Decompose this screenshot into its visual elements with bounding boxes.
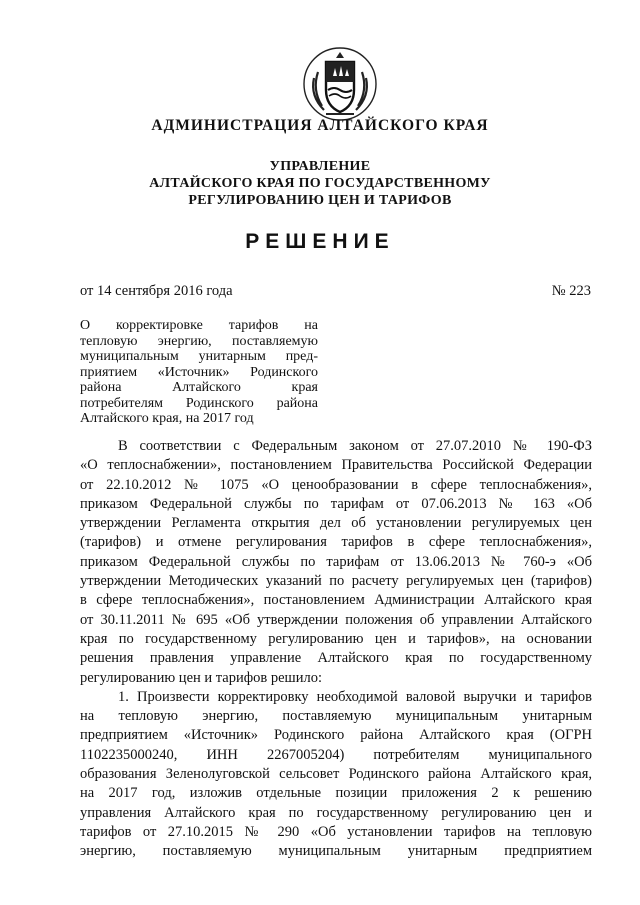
decision-body-text bbox=[80, 437, 592, 862]
body-line: на тепловую энергию, поставляемую муниципальным унитарным bbox=[80, 708, 592, 725]
document-number: № 223 bbox=[551, 283, 591, 299]
department-line: УПРАВЛЕНИЕ bbox=[269, 159, 371, 174]
document-date: от 14 сентября 2016 года bbox=[80, 283, 233, 299]
body-line: приказом Федеральной службы по тарифам от 13.06.2013 № 760-э «Об bbox=[80, 553, 592, 570]
body-line: В соответствии с Федеральным законом от 27.07.2010 № 190-ФЗ bbox=[118, 438, 592, 454]
body-line: от 30.11.2011 № 695 «Об утверждении положения об управлении Алтайского bbox=[80, 611, 592, 628]
document-title: РЕШЕНИЕ bbox=[245, 230, 395, 253]
body-line: от 22.10.2012 № 1075 «О ценообразовании в сфере теплоснабжения», bbox=[80, 476, 592, 493]
body-line: утверждении Методических указаний по расчету регулируемых цен (тарифов) bbox=[80, 573, 592, 590]
body-line: 1102235000240, ИНН 2267005204) потребителям муниципального bbox=[80, 746, 592, 763]
subject-line: муниципальным унитарным пред- bbox=[80, 349, 318, 364]
subject-line: потребителям Родинского района bbox=[80, 395, 318, 411]
body-line: предприятием «Источник» Родинского района Алтайского края (ОГРН bbox=[80, 727, 592, 744]
subject-line: тепловую энергию, поставляемую bbox=[80, 333, 318, 349]
body-line: края по государственному регулированию цен и тарифов», на основании bbox=[80, 630, 592, 647]
department-line: АЛТАЙСКОГО КРАЯ ПО ГОСУДАРСТВЕННОМУ bbox=[149, 176, 491, 191]
body-line: управления Алтайского края по государственному регулированию цен и bbox=[80, 804, 592, 821]
coat-of-arms-emblem bbox=[300, 44, 380, 126]
body-line: образования Зеленолуговской сельсовет Родинского района Алтайского края, bbox=[80, 766, 592, 783]
subject-line: района Алтайского края bbox=[80, 380, 318, 395]
organization-name: АДМИНИСТРАЦИЯ АЛТАЙСКОГО КРАЯ bbox=[151, 117, 489, 134]
body-line: утверждении Регламента открытия дел об установлении регулируемых цен bbox=[80, 515, 592, 532]
body-line: на 2017 год, изложив отдельные позиции приложения 2 к решению bbox=[80, 785, 592, 802]
body-line: в сфере теплоснабжения», постановлением Администрации Алтайского края bbox=[80, 592, 592, 609]
body-line: тарифов от 27.10.2015 № 290 «Об установлении тарифов на тепловую bbox=[80, 823, 592, 840]
subject-line: Алтайского края, на 2017 год bbox=[80, 411, 254, 426]
subject-line: приятием «Источник» Родинского bbox=[80, 364, 318, 380]
body-line: решения правления управление Алтайского края по государственному bbox=[80, 650, 592, 667]
body-line: энергию, поставляемую муниципальным унитарным предприятием bbox=[80, 843, 592, 860]
decision-subject bbox=[80, 318, 318, 427]
body-line: «О теплоснабжении», постановлением Правительства Российской Федерации bbox=[80, 457, 592, 474]
department-line: РЕГУЛИРОВАНИЮ ЦЕН И ТАРИФОВ bbox=[188, 193, 452, 208]
body-line: приказом Федеральной службы по тарифам от 07.06.2013 № 163 «Об bbox=[80, 495, 592, 512]
body-line: 1. Произвести корректировку необходимой валовой выручки и тарифов bbox=[118, 688, 592, 705]
body-line: (тарифов) и отмене регулирования тарифов в сфере теплоснабжения», bbox=[80, 534, 592, 551]
department-name bbox=[0, 158, 640, 209]
subject-line: О корректировке тарифов на bbox=[80, 318, 318, 333]
body-line: регулированию цен и тарифов решило: bbox=[80, 669, 322, 686]
